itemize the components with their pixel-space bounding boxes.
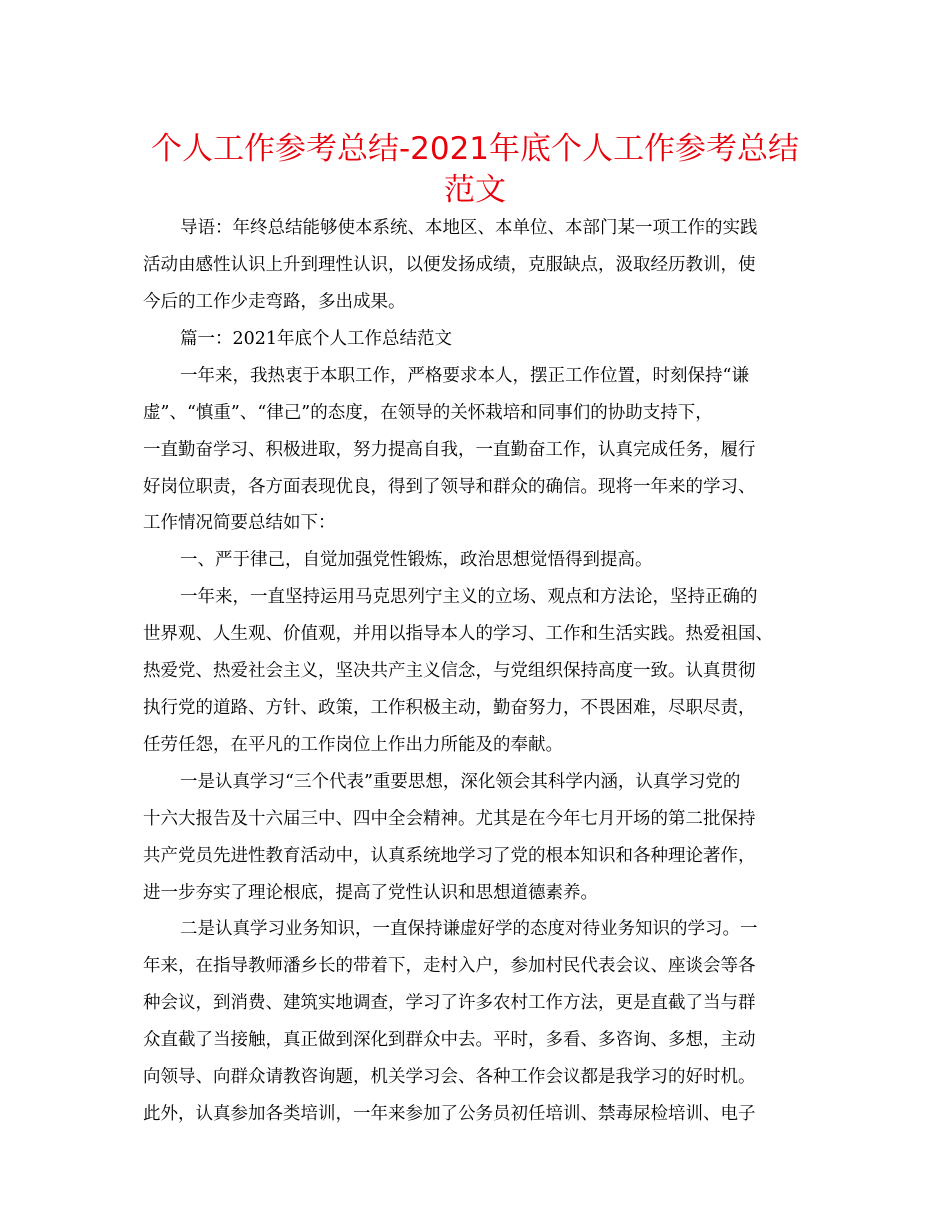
body-line: 世界观、人生观、价值观，并用以指导本人的学习、工作和生活实践。热爱祖国、 [143,624,773,644]
body-line: 共产党员先进性教育活动中，认真系统地学习了党的根本知识和各种理论著作， [143,846,756,866]
body-line: 活动由感性认识上升到理性认识，以便发扬成绩，克服缺点，汲取经历教训，使 [143,255,756,275]
section-heading: 一、严于律己，自觉加强党性锻炼，政治思想觉悟得到提高。 [180,550,653,570]
body-line: 热爱党、热爱社会主义，坚决共产主义信念，与党组织保持高度一致。认真贯彻 [143,661,756,681]
body-line: 虚”、“慎重”、“律己”的态度，在领导的关怀栽培和同事们的协助支持下， [143,403,713,423]
body-line: 工作情况简要总结如下： [143,513,336,533]
document-title-line-2: 范文 [444,172,506,208]
body-line: 今后的工作少走弯路，多出成果。 [143,292,406,312]
body-line: 一是认真学习“三个代表”重要思想，深化领会其科学内涵，认真学习党的 [180,772,741,792]
body-line: 执行党的道路、方针、政策，工作积极主动，勤奋努力，不畏困难，尽职尽责， [143,698,756,718]
body-line: 任劳任怨，在平凡的工作岗位上作出力所能及的奉献。 [143,735,563,755]
body-line: 十六大报告及十六届三中、四中全会精神。尤其是在今年七月开场的第二批保持 [143,809,756,829]
body-line: 年来，在指导教师潘乡长的带着下，走村入户，参加村民代表会议、座谈会等各 [143,956,756,976]
body-line: 二是认真学习业务知识，一直保持谦虚好学的态度对待业务知识的学习。一 [180,919,758,939]
body-line: 一年来，一直坚持运用马克思列宁主义的立场、观点和方法论，坚持正确的 [180,587,758,607]
body-line: 此外，认真参加各类培训，一年来参加了公务员初任培训、禁毒尿检培训、电子 [143,1104,756,1124]
body-line: 一直勤奋学习、积极进取，努力提高自我，一直勤奋工作，认真完成任务，履行 [143,440,756,460]
body-line: 向领导、向群众请教咨询题，机关学习会、各种工作会议都是我学习的好时机。 [143,1067,756,1087]
body-line: 好岗位职责，各方面表现优良，得到了领导和群众的确信。现将一年来的学习、 [143,477,756,497]
body-line: 导语：年终总结能够使本系统、本地区、本单位、本部门某一项工作的实践 [180,218,758,238]
body-line: 种会议，到消费、建筑实地调查，学习了许多农村工作方法，更是直截了当与群 [143,993,756,1013]
body-line: 一年来，我热衷于本职工作，严格要求本人，摆正工作位置，时刻保持“谦 [180,366,749,386]
document-title-line-1: 个人工作参考总结-2021年底个人工作参考总结 [150,131,800,167]
section-heading: 篇一：2021年底个人工作总结范文 [180,329,453,349]
body-line: 进一步夯实了理论根底，提高了党性认识和思想道德素养。 [143,883,598,903]
body-line: 众直截了当接触，真正做到深化到群众中去。平时，多看、多咨询、多想，主动 [143,1030,756,1050]
